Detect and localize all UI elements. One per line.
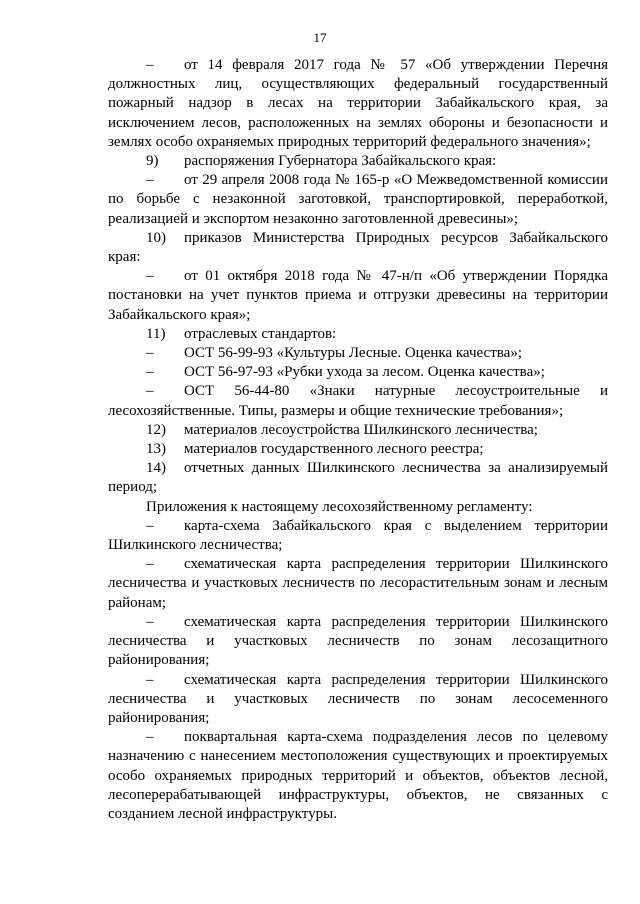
list-item-text: приказов Министерства Природных ресурсов Забайкальского края: xyxy=(108,229,608,266)
list-item-text: от 01 октября 2018 года № 47-н/п «Об утверждении Порядка постановки на учет пунктов приема и отгрузки древесины на территории Забайкальского края»; xyxy=(108,268,608,323)
list-marker: – xyxy=(146,613,154,630)
list-item xyxy=(108,671,608,729)
list-marker: – xyxy=(146,383,154,400)
list-marker: 14) xyxy=(146,460,166,477)
list-item xyxy=(108,421,608,440)
list-item-text: поквартальная карта-схема подразделения лесов по целевому назначению с нанесением местоположения существующих и проектируемых особо охраняемых природных территорий и объектов, объектов лесной, лесоперерабатывающей инфраструктуры, объектов, не связанных с созданием лесной инфраструктуры. xyxy=(108,729,608,822)
list-item xyxy=(108,517,608,555)
document-body xyxy=(108,56,608,824)
list-marker: – xyxy=(146,345,154,362)
list-item xyxy=(108,171,608,229)
list-item-text: материалов государственного лесного реестра; xyxy=(184,441,484,458)
list-item-text: схематическая карта распределения территории Шилкинского лесничества и участковых лесничеств по лесорастительным зонам и лесным районам; xyxy=(108,556,608,611)
list-item xyxy=(108,363,608,382)
appendix-heading: Приложения к настоящему лесохозяйственному регламенту: xyxy=(146,498,533,515)
list-item-text: отраслевых стандартов: xyxy=(184,325,337,342)
list-marker: – xyxy=(146,57,154,73)
list-marker: 11) xyxy=(146,325,166,342)
list-marker: – xyxy=(146,172,154,189)
list-marker: – xyxy=(146,671,154,688)
list-item-text: схематическая карта распределения территории Шилкинского лесничества и участковых лесничеств по зонам лесозащитного районирования; xyxy=(108,613,608,669)
list-item-text: ОСТ 56-99-93 «Культуры Лесные. Оценка качества»; xyxy=(184,345,522,362)
list-marker: 10) xyxy=(146,229,166,246)
list-item xyxy=(108,728,608,824)
list-item-text: схематическая карта распределения территории Шилкинского лесничества и участковых лесничеств по зонам лесосеменного районирования; xyxy=(108,671,608,726)
list-item xyxy=(108,555,608,613)
list-marker: – xyxy=(146,364,154,381)
list-item-text: карта-схема Забайкальского края с выделением территории Шилкинского лесничества; xyxy=(108,517,608,554)
list-marker: 13) xyxy=(146,441,166,458)
list-marker: – xyxy=(146,268,154,285)
list-marker: – xyxy=(146,556,154,573)
list-marker: 12) xyxy=(146,421,166,438)
list-item xyxy=(108,56,608,152)
list-item-text: от 14 февраля 2017 года № 57 «Об утверждении Перечня должностных лиц, осуществляющих федеральный государственный пожарный надзор в лесах на территории Забайкальского края, за исключением лесов, расположенных на землях обороны и безопасности и землях особо охраняемых природных территорий федерального значения»; xyxy=(108,57,608,150)
list-item xyxy=(108,382,608,420)
list-item-text: материалов лесоустройства Шилкинского лесничества; xyxy=(184,421,538,438)
list-item-text: ОСТ 56-44-80 «Знаки натурные лесоустроительные и лесохозяйственные. Типы, размеры и общие технические требования»; xyxy=(108,383,608,419)
list-marker: 9) xyxy=(146,153,159,170)
list-item xyxy=(108,344,608,363)
list-item xyxy=(108,325,608,344)
list-marker: – xyxy=(146,729,154,746)
list-item xyxy=(108,613,608,671)
page-number: 17 xyxy=(313,30,327,45)
list-item xyxy=(108,440,608,459)
list-item-text: ОСТ 56-97-93 «Рубки ухода за лесом. Оценка качества»; xyxy=(184,364,545,381)
list-item xyxy=(108,152,608,171)
list-item-text: от 29 апреля 2008 года № 165-р «О Межведомственной комиссии по борьбе с незаконной заготовкой, транспортировкой, переработкой, реализацией и экспортом незаконно заготовленной древесины»; xyxy=(108,172,608,227)
list-item xyxy=(108,267,608,325)
list-item-text: распоряжения Губернатора Забайкальского края: xyxy=(184,153,497,170)
list-item-text: отчетных данных Шилкинского лесничества за анализируемый период; xyxy=(108,460,608,496)
list-item xyxy=(108,229,608,267)
list-item xyxy=(108,459,608,497)
list-marker: – xyxy=(146,517,154,534)
